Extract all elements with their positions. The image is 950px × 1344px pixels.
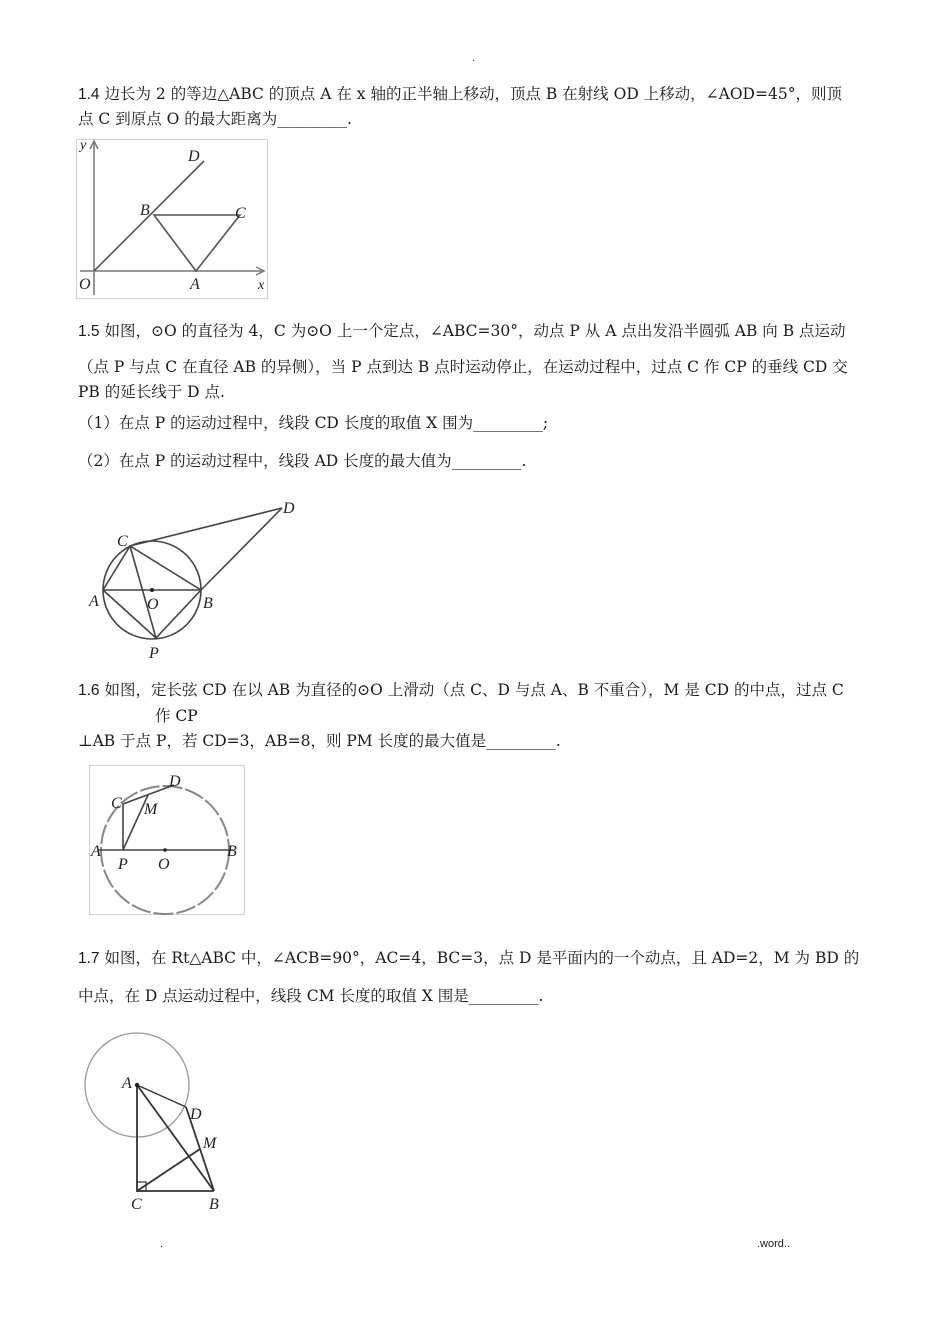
- problem-number: 1.7: [78, 950, 100, 967]
- label-o: O: [79, 276, 91, 293]
- problem-number: 1.6: [78, 682, 100, 699]
- label-a: A: [89, 593, 99, 610]
- problem-text-line: PB 的延长线于 D 点.: [78, 383, 225, 401]
- chords-ac-cb: [103, 546, 201, 590]
- figure-1-5: [84, 496, 314, 666]
- point-a: [135, 1083, 139, 1087]
- label-b: B: [209, 1196, 219, 1213]
- label-o: O: [147, 596, 159, 613]
- figure-1-4: [76, 139, 268, 299]
- label-b: B: [140, 202, 150, 219]
- label-x: x: [258, 278, 265, 293]
- label-c: C: [117, 533, 128, 550]
- center-point: [150, 588, 154, 592]
- label-m: M: [144, 801, 158, 818]
- center-point: [163, 848, 167, 852]
- problem-number: 1.5: [78, 323, 100, 340]
- footer-left-mark: .: [160, 1238, 164, 1250]
- segment-bd: [201, 508, 282, 590]
- label-c: C: [235, 205, 246, 222]
- problem-text-line: 中点，在 D 点运动过程中，线段 CM 长度的取值 X 围是_________.: [78, 987, 544, 1005]
- label-d: D: [188, 148, 200, 165]
- problem-text-line: 点 C 到原点 O 的最大距离为_________.: [78, 110, 352, 128]
- label-d: D: [283, 500, 295, 517]
- label-d: D: [190, 1106, 202, 1123]
- label-a: A: [190, 276, 200, 293]
- segment-cm: [137, 1149, 200, 1191]
- problem-text-line: 如图，定长弦 CD 在以 AB 为直径的⊙O 上滑动（点 C、D 与点 A、B 不重合），M 是 CD 的中点，过点 C: [104, 681, 844, 699]
- label-c: C: [131, 1196, 142, 1213]
- label-m: M: [203, 1135, 217, 1152]
- figure-1-6: [89, 765, 246, 917]
- header-dot: .: [472, 52, 476, 64]
- problem-text-line: ⊥AB 于点 P，若 CD=3，AB=8，则 PM 长度的最大值是_________.: [78, 732, 561, 750]
- label-p: P: [149, 645, 159, 662]
- problem-text-line: 边长为 2 的等边△ABC 的顶点 A 在 x 轴的正半轴上移动，顶点 B 在射线 OD 上移动，∠AOD=45°，则顶: [104, 85, 842, 103]
- label-p: P: [118, 856, 128, 873]
- segment-cd: [130, 508, 282, 546]
- triangle-abc: [154, 215, 240, 271]
- footer-right-mark: .word..: [757, 1238, 791, 1250]
- label-y: y: [80, 139, 87, 153]
- problem-text-line: 如图，在 Rt△ABC 中，∠ACB=90°，AC=4，BC=3，点 D 是平面内的一个动点，且 AD=2，M 为 BD 的: [104, 949, 860, 967]
- label-o: O: [158, 856, 170, 873]
- label-b: B: [203, 595, 213, 612]
- problem-text-line: 作 CP: [155, 707, 198, 725]
- label-a: A: [122, 1075, 132, 1092]
- label-c: C: [111, 795, 122, 812]
- label-b: B: [227, 843, 237, 860]
- label-a: A: [91, 843, 101, 860]
- label-d: D: [169, 773, 181, 790]
- problem-number: 1.4: [78, 86, 100, 103]
- sub-question-1: （1）在点 P 的运动过程中，线段 CD 长度的取值 X 围为_________;: [78, 414, 549, 432]
- figure-1-7: [80, 1032, 250, 1217]
- problem-text-line: （点 P 与点 C 在直径 AB 的异侧），当 P 点到达 B 点时运动停止，在运动过程中，过点 C 作 CP 的垂线 CD 交: [78, 358, 848, 376]
- sub-question-2: （2）在点 P 的运动过程中，线段 AD 长度的最大值为_________.: [78, 452, 527, 470]
- problem-text-line: 如图，⊙O 的直径为 4，C 为⊙O 上一个定点，∠ABC=30°，动点 P 从 A 点出发沿半圆弧 AB 向 B 点运动: [104, 322, 846, 340]
